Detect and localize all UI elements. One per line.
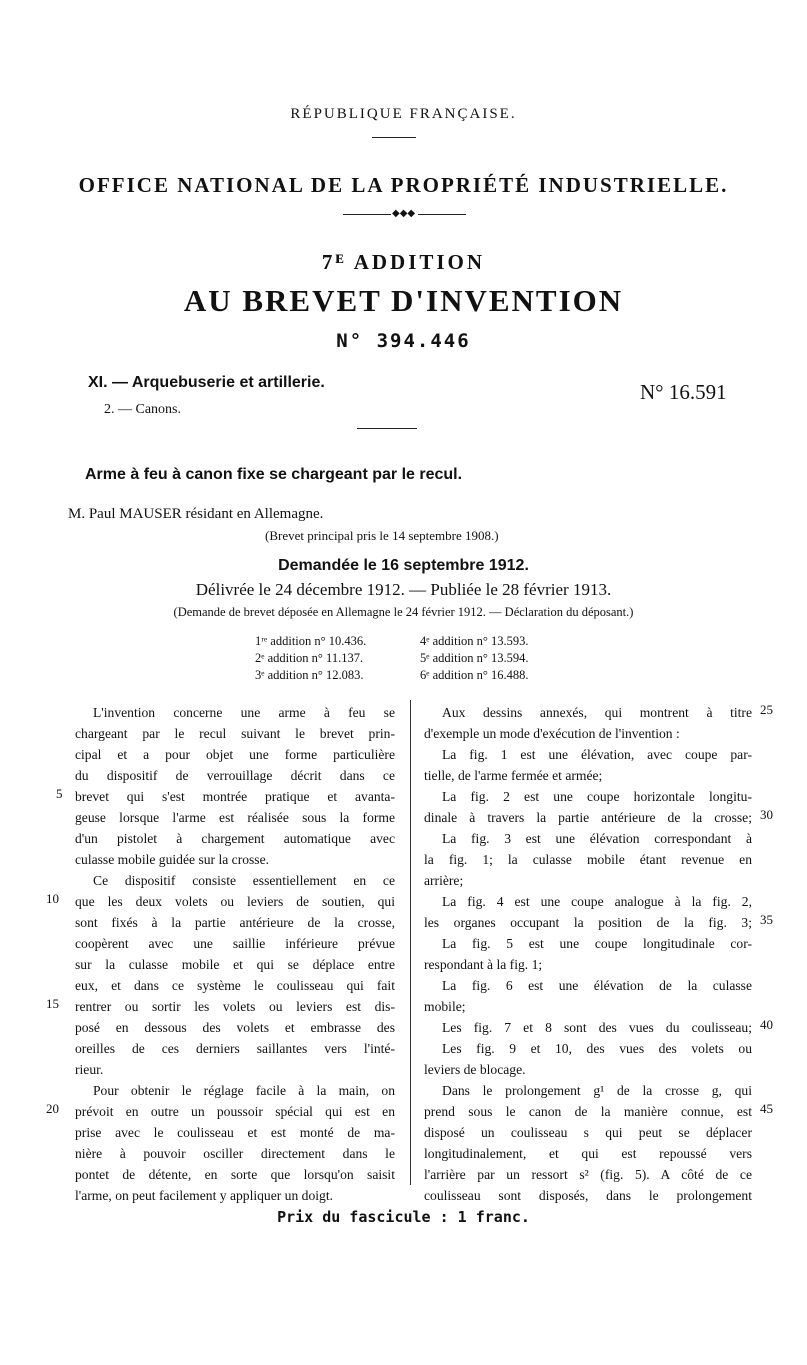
- line-number: 20: [46, 1101, 59, 1116]
- text-line: coulisseau sont disposés, dans le prolongement: [424, 1188, 752, 1203]
- text-line: La fig. 5 est une coupe longitudinale cor-: [442, 936, 752, 951]
- text-line: Les fig. 9 et 10, des vues des volets ou: [442, 1041, 752, 1056]
- text-line: mobile;: [424, 999, 466, 1014]
- text-line: l'arme, on peut facilement y appliquer un doigt.: [75, 1188, 334, 1203]
- date-delivered-published: Délivrée le 24 décembre 1912. — Publiée le 28 février 1913.: [195, 580, 612, 599]
- line-number: 40: [760, 1017, 773, 1032]
- left-column-text: [75, 702, 395, 1206]
- text-line: La fig. 4 est une coupe analogue à la fig. 2,: [442, 894, 752, 909]
- text-line: rentrer ou sortir les volets ou leviers est dis-: [75, 999, 395, 1014]
- filing-note: (Demande de brevet déposée en Allemagne le 24 février 1912. — Déclaration du déposant.): [173, 605, 634, 619]
- addition-item: 3ᵉ addition n° 12.083.: [255, 668, 364, 682]
- line-number: 25: [760, 702, 773, 717]
- price-footer: Prix du fascicule : 1 franc.: [277, 1208, 530, 1226]
- text-line: l'arrière par un ressort s² (fig. 5). A côté de ce: [424, 1167, 752, 1182]
- addition-title: 7ᴱ ADDITION: [321, 250, 486, 274]
- line-number: 45: [760, 1101, 773, 1116]
- text-line: sont fixés à la partie antérieure de la crosse,: [75, 915, 395, 930]
- text-line: arrière;: [424, 873, 464, 888]
- classification-subclass: 2. — Canons.: [104, 402, 181, 417]
- text-line: longitudinalement, et qui est repoussé vers: [424, 1146, 752, 1161]
- text-line: dinale à travers la partie antérieure de la crosse;: [424, 810, 752, 825]
- divider-classification: [357, 428, 417, 429]
- text-line: culasse mobile guidée sur la crosse.: [75, 852, 270, 867]
- text-line: coopèrent avec une saillie inférieure prévue: [75, 936, 395, 951]
- text-line: du dispositif de verrouillage décrit dans ce: [75, 768, 395, 783]
- text-line: La fig. 3 est une élévation correspondant à: [442, 831, 752, 846]
- text-line: prévoit en outre un poussoir spécial qui est en: [75, 1104, 395, 1119]
- text-line: chargeant par le recul suivant le brevet prin-: [75, 726, 395, 741]
- document-title: Arme à feu à canon fixe se chargeant par le recul.: [85, 466, 463, 483]
- text-line: Dans le prolongement g¹ de la crosse g, qui: [442, 1083, 752, 1098]
- text-line: disposé un coulisseau s qui peut se déplacer: [424, 1125, 752, 1140]
- brevet-number: N° 394.446: [336, 330, 471, 352]
- text-line: sur la culasse mobile et qui se déplace entre: [75, 957, 395, 972]
- divider-ornament-right: [418, 214, 466, 215]
- column-divider: [410, 700, 411, 1185]
- text-line: Ce dispositif consiste essentiellement en ce: [93, 873, 395, 888]
- line-number: 5: [56, 786, 63, 801]
- text-line: tielle, de l'arme fermée et armée;: [424, 768, 603, 783]
- line-number: 30: [760, 807, 773, 822]
- addition-item: 6ᵉ addition n° 16.488.: [420, 668, 529, 682]
- brevet-title: AU BREVET D'INVENTION: [183, 283, 624, 318]
- text-line: cipal et a pour objet une forme particulière: [75, 747, 395, 762]
- text-line: rieur.: [75, 1062, 104, 1077]
- text-line: Les fig. 7 et 8 sont des vues du coulisseau;: [442, 1020, 752, 1035]
- text-line: que les deux volets ou leviers de soutien, qui: [75, 894, 395, 909]
- ornament-icon: ◆◆◆: [392, 208, 416, 219]
- addition-item: 5ᵉ addition n° 13.594.: [420, 651, 529, 665]
- text-line: nière à pouvoir osciller directement dans le: [75, 1146, 395, 1161]
- office-heading: OFFICE NATIONAL DE LA PROPRIÉTÉ INDUSTRIELLE.: [78, 173, 729, 197]
- line-number: 15: [46, 996, 59, 1011]
- fascicule-number: N° 16.591: [640, 380, 727, 404]
- republique-heading: RÉPUBLIQUE FRANÇAISE.: [290, 106, 517, 122]
- text-line: d'exemple un mode d'exécution de l'invention :: [424, 726, 680, 741]
- addition-item: 1ʳᵉ addition n° 10.436.: [255, 634, 367, 648]
- text-line: d'un pistolet à chargement automatique avec: [75, 831, 395, 846]
- text-line: eux, et dans ce système le coulisseau qui fait: [75, 978, 395, 993]
- text-line: prise avec le coulisseau et est monté de ma-: [75, 1125, 395, 1140]
- date-requested: Demandée le 16 septembre 1912.: [278, 557, 529, 574]
- divider-short: [372, 137, 416, 138]
- principal-patent-note: (Brevet principal pris le 14 septembre 1908.): [265, 528, 499, 543]
- text-line: Aux dessins annexés, qui montrent à titre: [442, 705, 752, 720]
- divider-ornament-left: [343, 214, 391, 215]
- text-line: La fig. 6 est une élévation de la culasse: [442, 978, 752, 993]
- text-line: posé en dessous des volets et embrasse des: [75, 1020, 395, 1035]
- text-line: La fig. 2 est une coupe horizontale longitu-: [442, 789, 752, 804]
- additions-list-right: [420, 633, 529, 684]
- text-line: oreilles de ces derniers saillantes vers l'inté-: [75, 1041, 395, 1056]
- line-number: 35: [760, 912, 773, 927]
- text-line: brevet qui s'est montrée pratique et avanta-: [75, 789, 395, 804]
- text-line: les organes occupant la position de la fig. 3;: [424, 915, 752, 930]
- text-line: L'invention concerne une arme à feu se: [93, 705, 395, 720]
- text-line: leviers de blocage.: [424, 1062, 526, 1077]
- right-column-text: [424, 702, 752, 1206]
- inventor: M. Paul MAUSER résidant en Allemagne.: [68, 506, 324, 522]
- text-line: geuse lorsque l'arme est réalisée sous la forme: [75, 810, 395, 825]
- text-line: prend sous le canon de la manière connue, est: [424, 1104, 752, 1119]
- addition-item: 2ᵉ addition n° 11.137.: [255, 651, 364, 665]
- text-line: La fig. 1 est une élévation, avec coupe par-: [442, 747, 752, 762]
- text-line: pontet de détente, en sorte que lorsqu'on saisit: [75, 1167, 395, 1182]
- line-number: 10: [46, 891, 59, 906]
- text-line: respondant à la fig. 1;: [424, 957, 543, 972]
- classification-class: XI. — Arquebuserie et artillerie.: [88, 374, 325, 391]
- additions-list-left: [255, 633, 366, 684]
- text-line: Pour obtenir le réglage facile à la main, on: [93, 1083, 395, 1098]
- text-line: la fig. 1; la culasse mobile étant revenue en: [424, 852, 752, 867]
- addition-item: 4ᵉ addition n° 13.593.: [420, 634, 529, 648]
